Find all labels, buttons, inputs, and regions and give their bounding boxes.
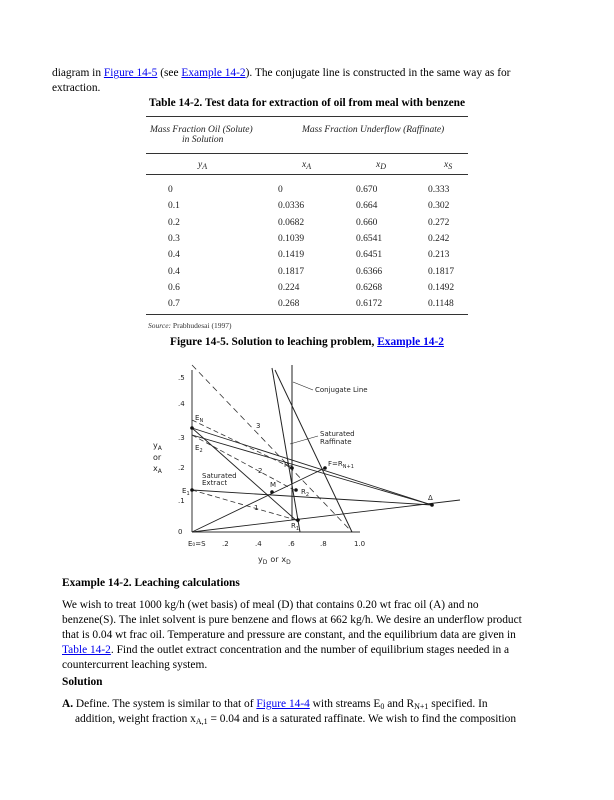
- table-cell: 0.4: [168, 250, 180, 261]
- y-tick: 0: [178, 528, 183, 536]
- table-cell: 0.0336: [278, 201, 305, 212]
- table-cell: 0.1419: [278, 250, 305, 261]
- table-cell: 0.268: [278, 299, 300, 310]
- table-cell: 0.2: [168, 217, 180, 228]
- label-F: $F=R_{N+1}$: [328, 460, 354, 470]
- label-EN: $E_N$: [195, 414, 204, 424]
- figure-14-5-link[interactable]: Figure 14-5: [103, 67, 158, 79]
- x-tick: .8: [320, 540, 327, 548]
- label-saturated-raffinate-1: Saturated: [320, 430, 355, 438]
- intro-text-3: ). The conjugate line is constructed in the same way as for: [245, 67, 511, 79]
- table-cell: 0.0682: [278, 217, 305, 228]
- table-cell: 0.6451: [356, 250, 383, 261]
- example-line: We wish to treat 1000 kg/h (wet basis) of meal (D) that contains 0.20 wt frac oil (A) and no: [62, 599, 479, 611]
- point-R1: [296, 518, 300, 522]
- example-14-2-link[interactable]: Example 14-2: [181, 67, 246, 79]
- figure-example-link[interactable]: Example 14-2: [377, 336, 444, 348]
- table-cell: 0.664: [356, 201, 378, 212]
- example-line: countercurrent leaching system.: [62, 659, 208, 671]
- x-tick: .2: [222, 540, 229, 548]
- table-cell: 0.213: [428, 250, 450, 261]
- y-axis-label: [153, 441, 163, 475]
- col-header-ya: $y_A$: [198, 160, 208, 171]
- tie-line-1: [192, 490, 296, 520]
- table-caption: Table 14-2. Test data for extraction of oil from meal with benzene: [148, 97, 466, 109]
- table-cell: 0.670: [356, 185, 378, 195]
- col-header-xa: $x_A$: [302, 160, 312, 171]
- y-tick-labels: [178, 374, 185, 536]
- y-tick: .1: [178, 497, 185, 505]
- operating-line-E2: [192, 435, 432, 505]
- label-R2: $R_2$: [301, 488, 310, 498]
- y-tick: .5: [178, 374, 185, 382]
- x-tick: 1.0: [354, 540, 366, 548]
- intro-text-2: (see: [157, 67, 182, 79]
- table-source: Source: Prabhudesai (1997): [148, 321, 232, 330]
- label-E2: $E_2$: [195, 444, 203, 454]
- table-cell: 0.333: [428, 185, 450, 195]
- svg-text:xA: $x_A$: [153, 464, 162, 475]
- label-saturated-raffinate-2: Raffinate: [320, 438, 352, 446]
- group-header-oil-line1: Mass Fraction Oil (Solute): [150, 125, 253, 135]
- operating-line-EN: [192, 428, 432, 505]
- label-delta: Δ: [428, 494, 433, 502]
- point-F: [323, 466, 327, 470]
- table-cell: 0.3: [168, 233, 180, 244]
- example-heading: Example 14-2. Leaching calculations: [62, 577, 240, 589]
- x-tick: .6: [288, 540, 295, 548]
- label-M: M: [270, 481, 277, 489]
- intro-text-1: diagram in: [52, 67, 104, 79]
- group-header-oil: [150, 125, 300, 145]
- example-paragraph: [62, 598, 562, 673]
- table-14-2-link[interactable]: Table 14-2: [62, 644, 111, 656]
- point-M: [270, 490, 274, 494]
- point-EN: [190, 426, 194, 430]
- solution-heading: Solution: [62, 676, 103, 688]
- label-1: 1: [254, 504, 259, 512]
- label-saturated-extract-1: Saturated: [202, 472, 237, 480]
- x-tick: E₀=S: [188, 540, 206, 548]
- table-top-rule: [146, 116, 468, 117]
- point-delta: [430, 503, 434, 507]
- callout-raffinate: [290, 436, 318, 444]
- table-header-rule: [146, 153, 468, 154]
- table-cell: 0.7: [168, 299, 180, 310]
- table-cell: 0.1: [168, 201, 180, 212]
- label-2: 2: [258, 467, 263, 475]
- y-tick: .4: [178, 400, 185, 408]
- x-axis-label: [258, 555, 291, 566]
- table-cell: 0.6: [168, 282, 180, 293]
- x-tick-labels: [188, 540, 365, 548]
- table-cell: 0.1817: [278, 266, 305, 277]
- col-header-xs: $x_S$: [444, 160, 453, 171]
- label-R3: $R_3$: [284, 461, 293, 471]
- example-line: . Find the outlet extract concentration and the number of equilibrium stages needed in a: [110, 644, 510, 656]
- point-R2: [294, 488, 298, 492]
- table-cell: 0: [168, 185, 173, 195]
- point-E1: [190, 488, 194, 492]
- example-line: that is 0.04 wt frac oil. Temperature and pressure are constant, and the equilibrium data are given in: [62, 629, 516, 641]
- table-cell: 0.6268: [356, 282, 383, 293]
- group-header-oil-line2: in Solution: [182, 135, 224, 145]
- table-cell: 0.242: [428, 233, 450, 244]
- label-3: 3: [256, 422, 261, 430]
- group-header-underflow: Mass Fraction Underflow (Raffinate): [302, 125, 445, 135]
- table-cell: 0.6541: [356, 233, 383, 244]
- example-line: benzene(S). The inlet solvent is pure benzene and flows at 662 kg/h. We desire an underflow product: [62, 614, 522, 626]
- svg-text:yA: $y_A$: [153, 441, 162, 452]
- callout-conjugate: [293, 382, 313, 390]
- label-conjugate-line: Conjugate Line: [315, 386, 368, 394]
- leaching-diagram: [153, 360, 470, 570]
- data-table: [146, 114, 470, 334]
- figure-caption: Figure 14-5. Solution to leaching problem, Example 14-2: [170, 336, 444, 348]
- table-subheader-rule: [146, 174, 468, 175]
- label-E1: $E_1$: [182, 487, 190, 497]
- svg-text:or: or: [153, 453, 162, 462]
- table-cell: 0.6366: [356, 266, 383, 277]
- intro-paragraph: [52, 66, 562, 96]
- svg-text:yDorxD: $y_D$ or $x_D$: [258, 555, 291, 566]
- table-cell: 0.6172: [356, 299, 383, 310]
- table-cell: 0.1817: [428, 266, 455, 277]
- table-cell: 0.1039: [278, 233, 305, 244]
- table-cell: 0.1148: [428, 299, 454, 310]
- table-cell: 0.1492: [428, 282, 455, 293]
- col-header-xd: $x_D$: [376, 160, 386, 171]
- table-cell: 0.224: [278, 282, 300, 293]
- x-tick: .4: [255, 540, 262, 548]
- label-saturated-extract-2: Extract: [202, 479, 228, 487]
- solution-part-a: A. Define. The system is similar to that of Figure 14-4 with streams $E_0$ and $R_{N+1}$ specified. In addition, weight fraction $x_{A,1} = 0.04$ and is a saturated raffinate. We wish to find the composition: [62, 698, 517, 726]
- table-cell: 0: [278, 185, 283, 195]
- label-R1: $R_1$: [291, 522, 300, 532]
- figure-14-4-link[interactable]: Figure 14-4: [256, 698, 310, 710]
- table-cell: 0.302: [428, 201, 450, 212]
- operating-line-E1: [192, 490, 432, 505]
- y-tick: .2: [178, 464, 185, 472]
- table-cell: 0.272: [428, 217, 450, 228]
- y-tick: .3: [178, 434, 185, 442]
- table-cell: 0.4: [168, 266, 180, 277]
- table-cell: 0.660: [356, 217, 378, 228]
- table-bottom-rule: [146, 314, 468, 315]
- part-a-label: A.: [62, 698, 74, 710]
- intro-text-line2: extraction.: [52, 82, 101, 94]
